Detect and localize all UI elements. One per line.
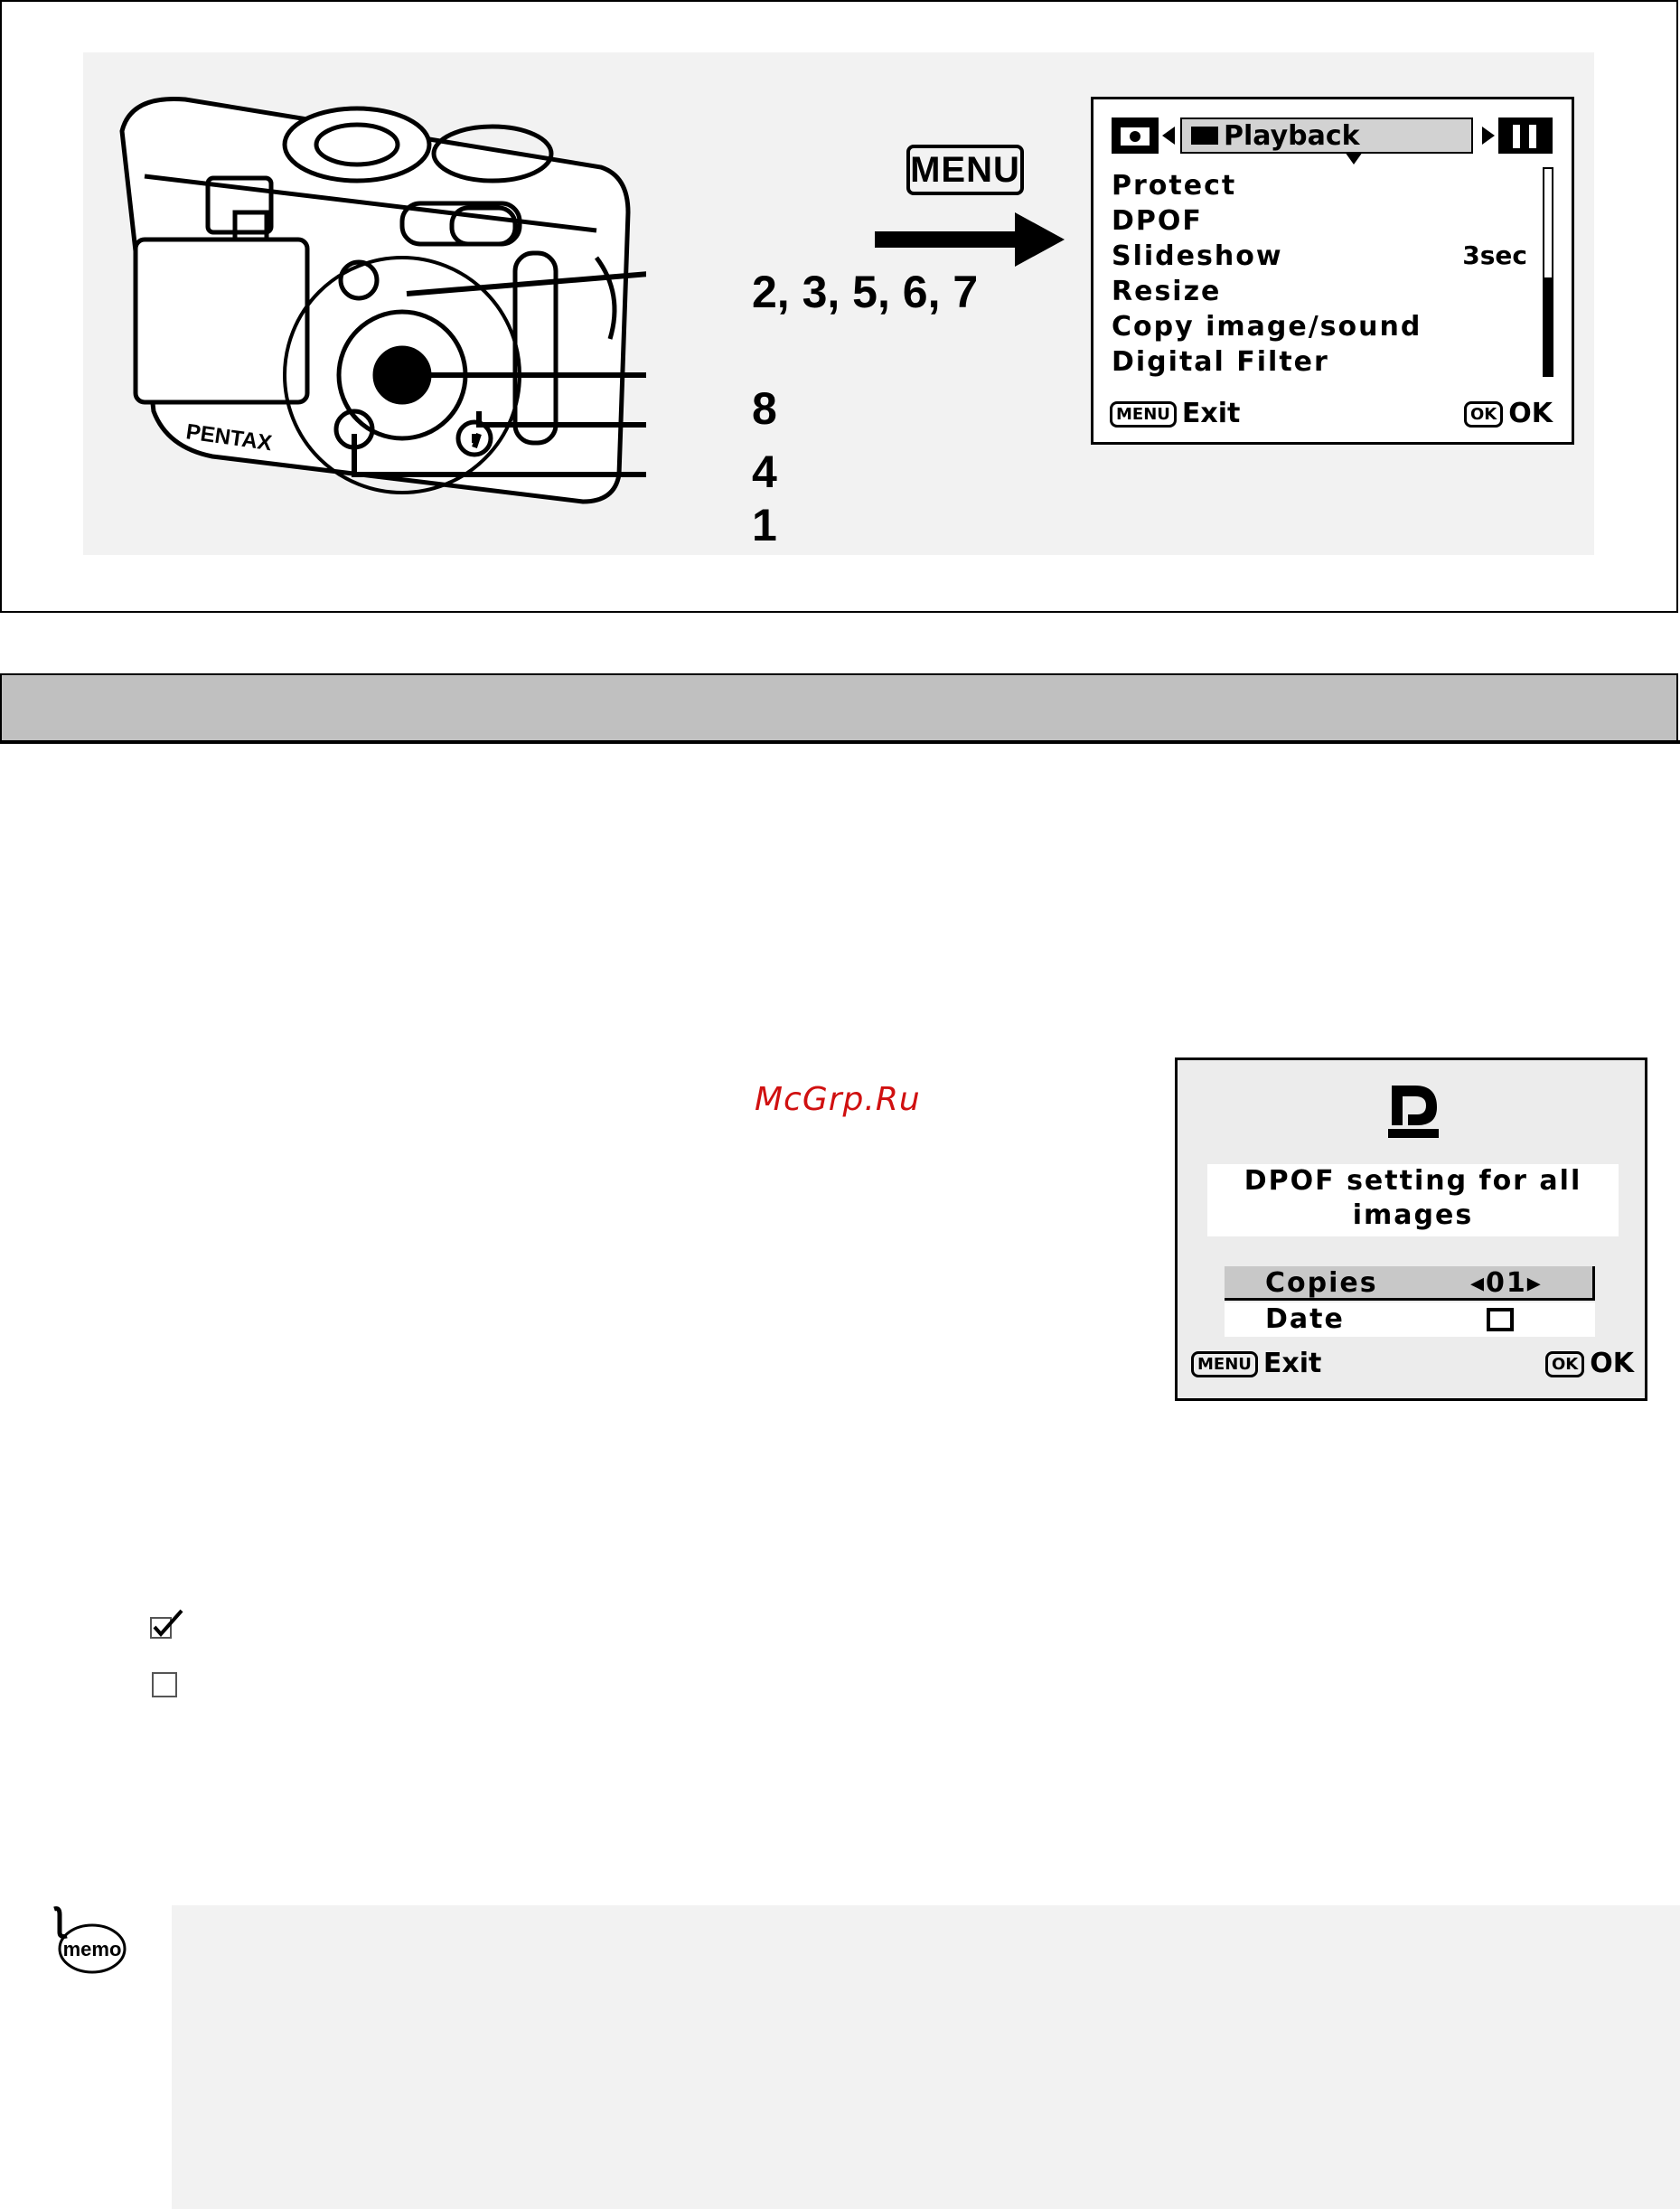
dpof-icon (1381, 1078, 1444, 1142)
memo-icon-label: memo (62, 1938, 122, 1960)
tab-playback[interactable] (1180, 118, 1473, 154)
dpof-setting-screen (1175, 1058, 1647, 1401)
exit-hint[interactable]: MENU Exit (1191, 1348, 1321, 1379)
dpof-footer (1191, 1348, 1634, 1379)
copies-label: Copies (1265, 1267, 1378, 1299)
menu-item-dpof[interactable]: DPOF (1112, 205, 1203, 237)
callout-1: 1 (752, 500, 777, 550)
memo-box (172, 1905, 1680, 2209)
playback-menu-footer (1110, 398, 1553, 429)
callout-8: 8 (752, 383, 777, 434)
playback-icon (1191, 127, 1218, 145)
menu-key-icon: MENU (906, 145, 1024, 195)
slideshow-value: 3sec (1462, 240, 1527, 270)
playback-menu-screen (1091, 97, 1574, 445)
section-header-bar (0, 673, 1678, 744)
menu-item-resize[interactable]: Resize (1112, 276, 1222, 307)
date-checkbox[interactable] (1487, 1308, 1514, 1331)
dpof-title: DPOF setting for all images (1207, 1164, 1619, 1236)
tab-right-arrow-icon (1480, 127, 1495, 145)
camera-tab-icon[interactable] (1112, 118, 1159, 154)
date-row[interactable] (1225, 1302, 1595, 1337)
ok-key-icon: OK (1464, 401, 1503, 428)
tab-pointer-icon (1345, 152, 1363, 164)
menu-key-icon: MENU (1110, 401, 1177, 428)
menu-tabs (1112, 118, 1554, 155)
ok-hint[interactable]: OK OK (1464, 398, 1553, 429)
menu-item-slideshow[interactable]: Slideshow 3sec (1112, 240, 1527, 276)
exit-hint[interactable]: MENU Exit (1110, 398, 1240, 429)
tab-left-arrow-icon (1162, 127, 1177, 145)
ok-hint[interactable]: OK OK (1545, 1348, 1634, 1379)
playback-menu-list (1112, 170, 1527, 381)
camera-illustration (104, 77, 646, 529)
checked-checkbox-icon (149, 1609, 183, 1640)
section-divider (0, 740, 1680, 744)
camera-brand-label: PENTAX (184, 419, 274, 456)
copies-row[interactable] (1225, 1266, 1595, 1301)
unchecked-checkbox-icon (152, 1672, 177, 1697)
menu-key-icon: MENU (1191, 1351, 1258, 1377)
date-label: Date (1265, 1303, 1345, 1335)
menu-item-digital-filter[interactable]: Digital Filter (1112, 346, 1329, 378)
copies-stepper[interactable]: ◂01▸ (1470, 1267, 1543, 1299)
watermark: McGrp.Ru (755, 1081, 921, 1118)
right-arrow-icon (875, 208, 1065, 271)
settings-tab-icon[interactable] (1498, 118, 1553, 154)
ok-key-icon: OK (1545, 1351, 1584, 1377)
memo-icon (47, 1905, 128, 1976)
scrollbar-thumb[interactable] (1544, 277, 1552, 375)
menu-item-protect[interactable]: Protect (1112, 170, 1237, 202)
callout-4: 4 (752, 446, 777, 497)
tab-playback-label: Playback (1224, 119, 1360, 152)
menu-scrollbar[interactable] (1543, 167, 1553, 377)
menu-item-copy-image-sound[interactable]: Copy image/sound (1112, 311, 1422, 343)
callout-2-3-5-6-7: 2, 3, 5, 6, 7 (752, 267, 979, 317)
